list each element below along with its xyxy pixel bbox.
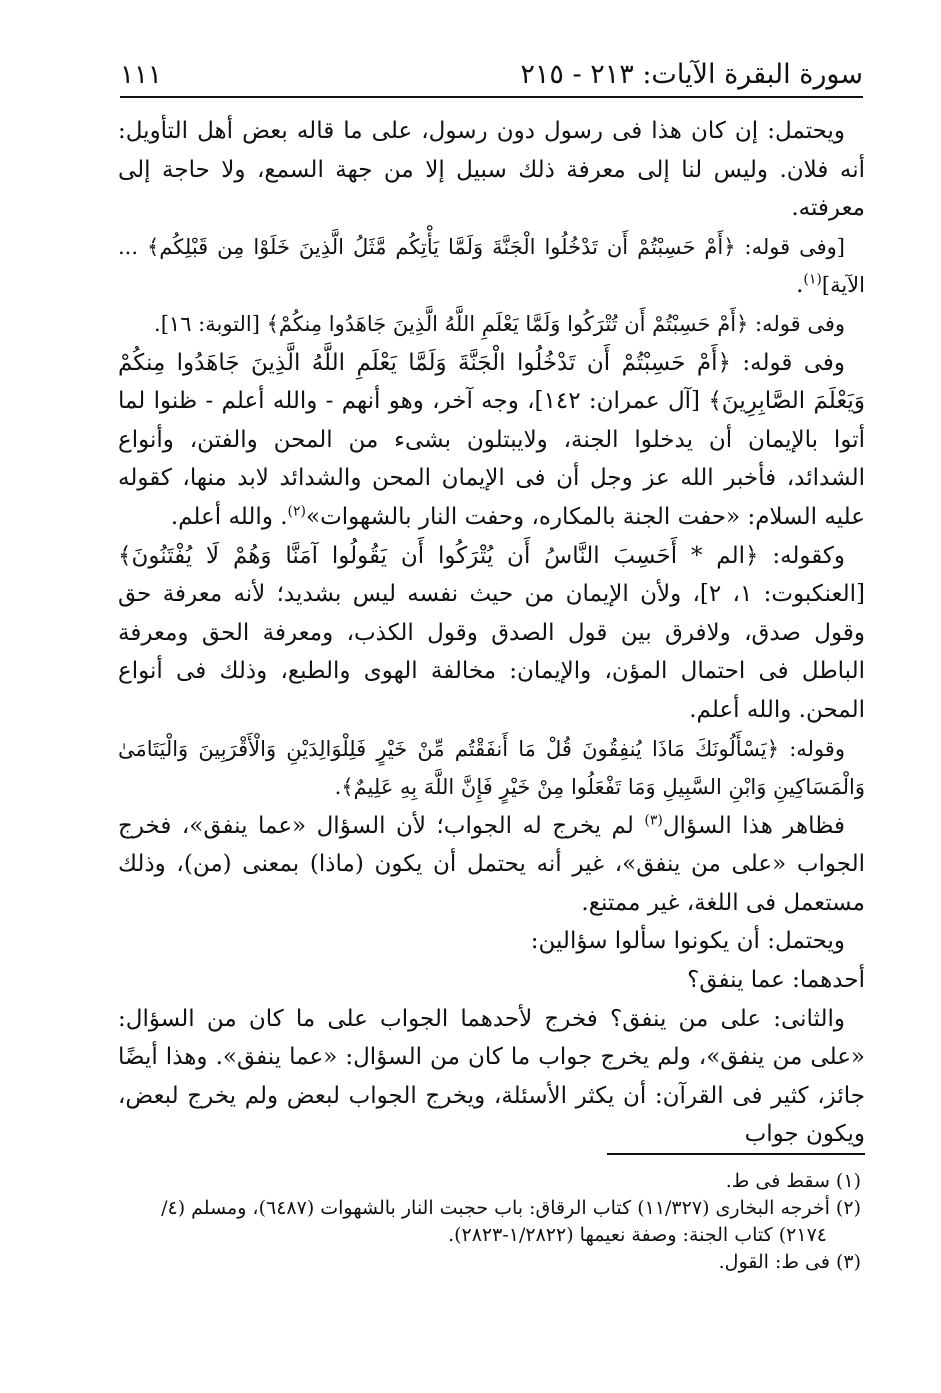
text: لم يخرج له الجواب؛ لأن السؤال «عما ينفق»، فخرج الجواب «على من ينفق»، غير أنه يحتمل أن يكون (ماذا) بمعنى (من)، وذلك مستعمل فى اللغة، غير ممتنع.: [118, 812, 865, 916]
footnote: ٢١٧٤) كتاب الجنة: وصفة نعيمها (١/٢٨٢٢-٢٨٢٣).: [448, 1224, 827, 1246]
main-text: [118, 112, 865, 1154]
text: .: [796, 272, 804, 299]
quran-verse: وقوله: ﴿يَسْأَلُونَكَ مَاذَا يُنفِقُونَ قُلْ مَا أَنفَقْتُم مِّنْ خَيْرٍ فَلِلْوَالِدَيْنِ وَالْأَقْرَبِينَ وَالْيَتَامَىٰ وَالْمَسَاكِينِ وَابْنِ السَّبِيلِ وَمَا تَفْعَلُوا مِنْ خَيْرٍ فَإِنَّ اللَّهَ بِهِ عَلِيمٌ﴾.: [118, 736, 865, 800]
footnote-ref: (٣): [644, 812, 663, 829]
paragraph: وكقوله: ﴿الم * أَحَسِبَ النَّاسُ أَن يُتْرَكُوا أَن يَقُولُوا آمَنَّا وَهُمْ لَا يُفْتَنُونَ﴾ [العنكبوت: ١، ٢]، ولأن الإيمان من حيث نفسه ليس بشديد؛ لأنه معرفة حق وقول صدق، ولافرق بين قول الصدق وقول الكذب، ومعرفة الحق ومعرفة الباطل فى احتمال المؤن، والإيمان: مخالفة الهوى والطبع، وذلك فى أنواع المحن. والله أعلم.: [118, 542, 865, 723]
text: . والله أعلم.: [170, 503, 288, 530]
paragraph: أحدهما: عما ينفق؟: [687, 967, 865, 994]
paragraph: [118, 344, 865, 537]
page-number: ١١١: [120, 60, 162, 90]
paragraph: والثانى: على من ينفق؟ فخرج لأحدهما الجواب على ما كان من السؤال: «على من ينفق»، ولم يخرج جواب ما كان من السؤال: «عما ينفق». وهذا أيضًا جائز، كثير فى القرآن: أن يكثر الأسئلة، ويخرج الجواب لبعض ولم يخرج لبعض، ويكون جواب: [118, 1005, 865, 1148]
footnote: (٣) فى ط: القول.: [718, 1251, 861, 1273]
paragraph: [118, 807, 865, 923]
text: وفى قوله: ﴿أَمْ حَسِبْتُمْ أَن تَدْخُلُوا الْجَنَّةَ وَلَمَّا يَعْلَمِ اللَّهُ الَّذِينَ جَاهَدُوا مِنكُمْ وَيَعْلَمَ الصَّابِرِينَ﴾ [آل عمران: ١٤٢]، وجه آخر، وهو أنهم - والله أعلم - ظنوا لما أتوا بالإيمان أن يدخلوا الجنة، ولايبتلون بشىء من المحن والفتن، وأنواع الشدائد، فأخبر الله عز وجل أن فى الإيمان المحن والشدائد لابد منها، كقوله عليه السلام: «حفت الجنة بالمكاره، وحفت النار بالشهوات»: [118, 349, 865, 530]
footnote: (٢) أخرجه البخارى (١١/٣٢٧) كتاب الرقاق: باب حجبت النار بالشهوات (٦٤٨٧)، ومسلم (٤/: [161, 1197, 861, 1219]
running-header: [120, 46, 863, 98]
header-title: سورة البقرة الآيات: ٢١٣ - ٢١٥: [520, 59, 863, 90]
paragraph: ويحتمل: أن يكونوا سألوا سؤالين:: [530, 928, 845, 955]
footnotes: [118, 1168, 861, 1276]
footnote-divider: [607, 1153, 865, 1155]
quran-verse: وفى قوله: ﴿أَمْ حَسِبْتُمْ أَن تُتْرَكُوا وَلَمَّا يَعْلَمِ اللَّهُ الَّذِينَ جَاهَدُوا مِنكُمْ﴾ [التوبة: ١٦].: [154, 311, 845, 336]
paragraph: ويحتمل: إن كان هذا فى رسول دون رسول، على ما قاله بعض أهل التأويل: أنه فلان. وليس لنا إلى معرفة ذلك سبيل إلا من جهة السمع، ولا حاجة إلى معرفته.: [118, 118, 865, 222]
text: فظاهر هذا السؤال: [662, 812, 846, 839]
footnote-ref: (١): [803, 271, 822, 288]
footnote: (١) سقط فى ط.: [725, 1170, 861, 1192]
paragraph: [118, 228, 865, 305]
footnote-ref: (٢): [287, 503, 307, 520]
quran-verse: [وفى قوله: ﴿أَمْ حَسِبْتُمْ أَن تَدْخُلُوا الْجَنَّةَ وَلَمَّا يَأْتِكُم مَّثَلُ الَّذِينَ خَلَوْا مِن قَبْلِكُم﴾ ... الآية]: [118, 234, 865, 298]
